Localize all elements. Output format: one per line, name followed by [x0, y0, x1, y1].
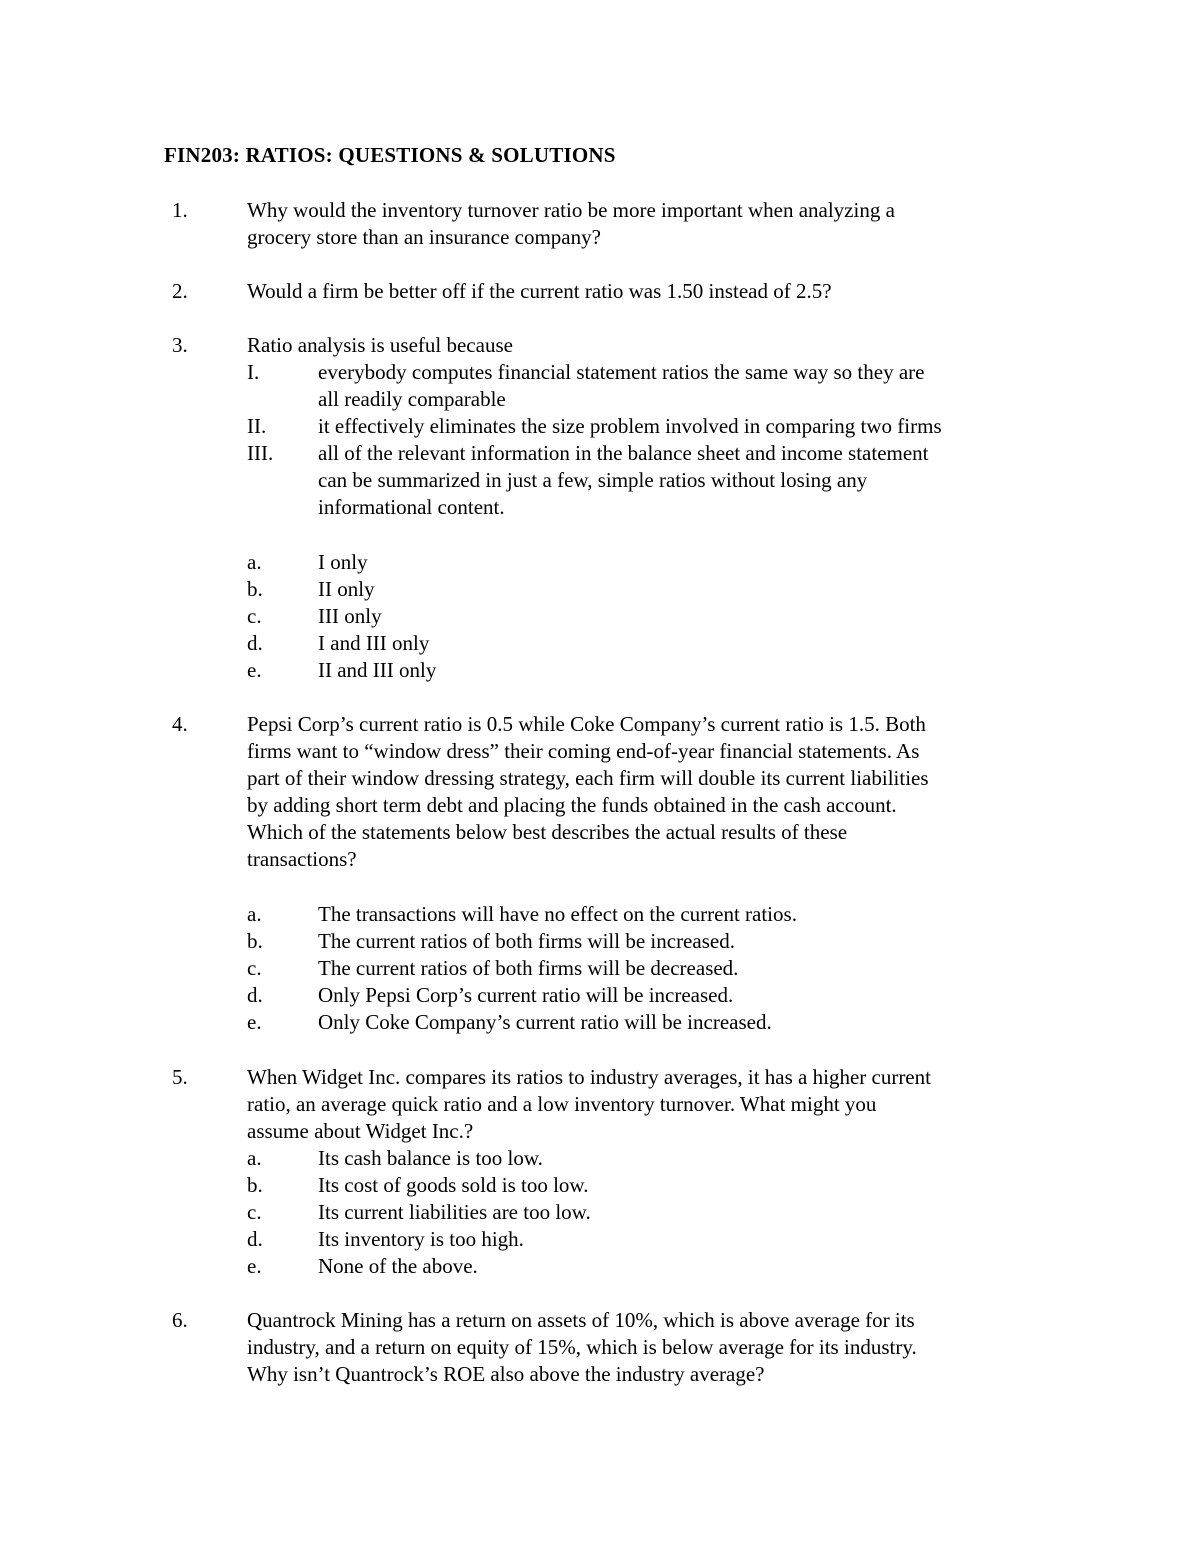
statement-text-line: informational content. — [318, 495, 505, 519]
option-label: d. — [247, 983, 263, 1007]
question-text-line: firms want to “window dress” their coming end-of-year financial statements. As — [247, 739, 920, 763]
option-label: e. — [247, 658, 262, 682]
option-text: Its cash balance is too low. — [318, 1146, 543, 1170]
statement-text-line: can be summarized in just a few, simple ratios without losing any — [318, 468, 868, 492]
question-text-line: transactions? — [247, 847, 357, 871]
question-number: 4. — [172, 712, 188, 736]
option-label: c. — [247, 604, 262, 628]
question-text-line: ratio, an average quick ratio and a low inventory turnover. What might you — [247, 1092, 877, 1116]
option-text: III only — [318, 604, 382, 628]
option-label: d. — [247, 631, 263, 655]
question-text-line: When Widget Inc. compares its ratios to industry averages, it has a higher current — [247, 1065, 931, 1089]
option-text: I only — [318, 550, 368, 574]
option-text: Its current liabilities are too low. — [318, 1200, 591, 1224]
statement-text-line: all of the relevant information in the balance sheet and income statement — [318, 441, 929, 465]
option-text: The current ratios of both firms will be increased. — [318, 929, 735, 953]
option-text: The transactions will have no effect on the current ratios. — [318, 902, 797, 926]
option-text: The current ratios of both firms will be decreased. — [318, 956, 739, 980]
option-text: Its cost of goods sold is too low. — [318, 1173, 589, 1197]
option-label: b. — [247, 1173, 263, 1197]
question-text-line: assume about Widget Inc.? — [247, 1119, 474, 1143]
question-text-line: Ratio analysis is useful because — [247, 333, 513, 357]
option-text: Only Coke Company’s current ratio will be increased. — [318, 1010, 772, 1034]
statement-label: I. — [247, 360, 260, 384]
question-number: 2. — [172, 279, 188, 303]
question-text-line: Which of the statements below best describes the actual results of these — [247, 820, 848, 844]
option-label: c. — [247, 956, 262, 980]
question-text-line: Pepsi Corp’s current ratio is 0.5 while Coke Company’s current ratio is 1.5. Both — [247, 712, 926, 736]
statement-label: III. — [247, 441, 274, 465]
question-text-line: grocery store than an insurance company? — [247, 225, 601, 249]
option-label: e. — [247, 1010, 262, 1034]
option-text: Only Pepsi Corp’s current ratio will be increased. — [318, 983, 734, 1007]
option-label: b. — [247, 577, 263, 601]
option-label: d. — [247, 1227, 263, 1251]
option-label: c. — [247, 1200, 262, 1224]
question-number: 5. — [172, 1065, 188, 1089]
question-number: 6. — [172, 1308, 188, 1332]
option-label: a. — [247, 902, 262, 926]
option-label: b. — [247, 929, 263, 953]
document-title: FIN203: RATIOS: QUESTIONS & SOLUTIONS — [164, 143, 616, 167]
question-text-line: industry, and a return on equity of 15%, which is below average for its industry. — [247, 1335, 917, 1359]
question-number: 1. — [172, 198, 188, 222]
option-label: a. — [247, 550, 262, 574]
option-label: a. — [247, 1146, 262, 1170]
statement-label: II. — [247, 414, 267, 438]
option-text: I and III only — [318, 631, 430, 655]
option-text: None of the above. — [318, 1254, 478, 1278]
question-text-line: Quantrock Mining has a return on assets of 10%, which is above average for its — [247, 1308, 915, 1332]
statement-text-line: all readily comparable — [318, 387, 506, 411]
option-text: II and III only — [318, 658, 437, 682]
question-text-line: Would a firm be better off if the current ratio was 1.50 instead of 2.5? — [247, 279, 832, 303]
question-text-line: Why isn’t Quantrock’s ROE also above the industry average? — [247, 1362, 765, 1386]
statement-text-line: it effectively eliminates the size problem involved in comparing two firms — [318, 414, 942, 438]
option-text: II only — [318, 577, 375, 601]
option-text: Its inventory is too high. — [318, 1227, 524, 1251]
question-number: 3. — [172, 333, 188, 357]
question-text-line: Why would the inventory turnover ratio be more important when analyzing a — [247, 198, 895, 222]
option-label: e. — [247, 1254, 262, 1278]
statement-text-line: everybody computes financial statement ratios the same way so they are — [318, 360, 925, 384]
question-text-line: part of their window dressing strategy, each firm will double its current liabilities — [247, 766, 929, 790]
question-text-line: by adding short term debt and placing the funds obtained in the cash account. — [247, 793, 897, 817]
